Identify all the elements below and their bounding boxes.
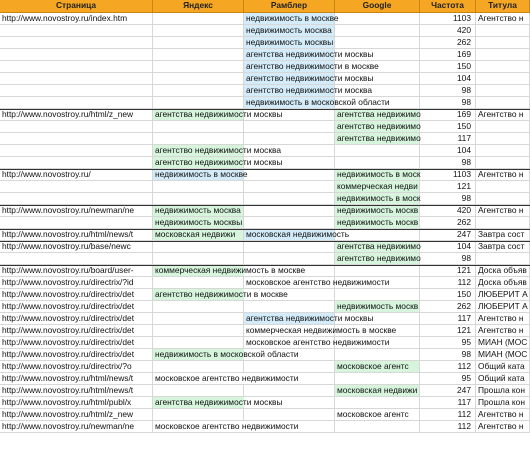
rambler-cell[interactable] <box>244 121 335 133</box>
yandex-cell[interactable] <box>153 361 244 373</box>
page-cell[interactable]: http://www.novostroy.ru/directrix/det <box>0 325 153 337</box>
title-cell[interactable]: Прошла кон <box>476 397 530 409</box>
title-cell[interactable] <box>476 85 530 97</box>
rambler-cell[interactable]: недвижимость в московской области <box>246 97 390 107</box>
google-cell[interactable]: московское агентс <box>335 409 420 421</box>
frequency-cell[interactable]: 104 <box>420 145 476 157</box>
google-cell[interactable]: агентство недвижимо <box>337 253 421 263</box>
frequency-cell[interactable]: 121 <box>420 181 476 193</box>
column-header-rambler[interactable]: Рамблер <box>244 0 335 13</box>
page-cell[interactable]: http://www.novostroy.ru/newman/ne <box>0 421 153 433</box>
yandex-cell[interactable] <box>153 133 244 145</box>
google-cell[interactable]: агентство недвижимо <box>337 121 421 131</box>
google-cell[interactable] <box>335 397 420 409</box>
google-cell[interactable]: недвижимость в моск <box>337 169 421 179</box>
title-cell[interactable]: Агентство н <box>476 313 530 325</box>
title-cell[interactable]: Агентство н <box>476 13 530 25</box>
page-cell[interactable]: http://www.novostroy.ru/index.htm <box>0 13 153 25</box>
page-cell[interactable]: http://www.novostroy.ru/html/news/t <box>0 229 153 241</box>
yandex-cell[interactable]: агентства недвижимости москвы <box>155 109 283 119</box>
title-cell[interactable]: Агентство н <box>476 205 530 217</box>
frequency-cell[interactable]: 95 <box>420 337 476 349</box>
rambler-cell[interactable] <box>244 409 335 421</box>
rambler-cell[interactable] <box>244 205 335 217</box>
frequency-cell[interactable]: 98 <box>420 349 476 361</box>
google-cell[interactable]: агентства недвижимо <box>337 133 421 143</box>
page-cell[interactable]: http://www.novostroy.ru/html/z_new <box>0 409 153 421</box>
column-header-url[interactable]: Страница <box>0 0 153 13</box>
page-cell[interactable] <box>0 25 153 37</box>
row-separator <box>0 241 530 242</box>
rambler-cell[interactable]: агентство недвижимости москвы <box>246 73 374 83</box>
page-cell[interactable] <box>0 217 153 229</box>
frequency-cell[interactable]: 262 <box>420 301 476 313</box>
column-header-freq[interactable]: Частота <box>420 0 476 13</box>
row-separator <box>0 169 530 170</box>
frequency-cell[interactable]: 98 <box>420 97 476 109</box>
rambler-cell[interactable]: московское агентство недвижимости <box>246 337 390 347</box>
frequency-cell[interactable]: 150 <box>420 61 476 73</box>
rambler-cell[interactable] <box>244 181 335 193</box>
frequency-cell[interactable]: 98 <box>420 157 476 169</box>
google-cell[interactable] <box>335 49 420 61</box>
yandex-cell[interactable] <box>153 385 244 397</box>
frequency-cell[interactable]: 169 <box>420 49 476 61</box>
page-cell[interactable]: http://www.novostroy.ru/board/user- <box>0 265 153 277</box>
rambler-cell[interactable] <box>244 217 335 229</box>
rambler-cell[interactable] <box>244 145 335 157</box>
frequency-cell[interactable]: 117 <box>420 133 476 145</box>
title-cell[interactable] <box>476 181 530 193</box>
title-cell[interactable] <box>476 97 530 109</box>
yandex-cell-text: московское агентство недвижимости <box>155 421 299 431</box>
row-separator <box>0 229 530 230</box>
row-separator <box>0 109 530 110</box>
yandex-cell[interactable] <box>153 421 299 433</box>
frequency-cell[interactable]: 420 <box>420 205 476 217</box>
title-cell[interactable] <box>476 157 530 169</box>
frequency-cell[interactable]: 98 <box>420 193 476 205</box>
yandex-cell[interactable] <box>153 13 244 25</box>
page-cell[interactable]: http://www.novostroy.ru/directrix/?id <box>0 277 153 289</box>
google-cell[interactable] <box>335 349 420 361</box>
rambler-cell[interactable] <box>244 253 335 265</box>
frequency-cell[interactable]: 420 <box>420 25 476 37</box>
title-cell[interactable]: Доска объяв <box>476 277 530 289</box>
frequency-cell[interactable]: 150 <box>420 121 476 133</box>
yandex-cell[interactable] <box>153 349 299 361</box>
google-cell[interactable] <box>335 85 420 97</box>
frequency-cell[interactable]: 121 <box>420 265 476 277</box>
title-cell[interactable]: ЛЮБЕРИТ А <box>476 289 530 301</box>
rambler-cell[interactable]: недвижимость в москве <box>246 13 339 23</box>
page-cell[interactable]: http://www.novostroy.ru/html/publ/x <box>0 397 153 409</box>
yandex-cell[interactable] <box>153 253 244 265</box>
title-cell[interactable] <box>476 49 530 61</box>
yandex-cell[interactable] <box>153 289 288 301</box>
frequency-cell[interactable]: 112 <box>420 421 476 433</box>
frequency-cell[interactable]: 95 <box>420 373 476 385</box>
title-cell[interactable] <box>476 217 530 229</box>
title-cell[interactable]: Агентство н <box>476 109 530 121</box>
column-header-google[interactable]: Google <box>335 0 420 13</box>
google-cell[interactable]: недвижимость в моск <box>337 193 421 203</box>
page-cell[interactable]: http://www.novostroy.ru/directrix/det <box>0 313 153 325</box>
yandex-cell-text: коммерческая недвижимость в москве <box>155 265 306 275</box>
yandex-cell[interactable] <box>153 277 244 289</box>
column-header-title[interactable]: Титула <box>476 0 530 13</box>
google-cell[interactable] <box>335 313 420 325</box>
title-cell[interactable] <box>476 37 530 49</box>
title-cell[interactable]: Агентство н <box>476 421 530 433</box>
page-cell[interactable] <box>0 193 153 205</box>
page-cell[interactable] <box>0 97 153 109</box>
google-cell[interactable] <box>335 97 420 109</box>
frequency-cell[interactable]: 262 <box>420 37 476 49</box>
yandex-cell[interactable]: недвижимость в москве <box>155 169 248 179</box>
rambler-cell[interactable] <box>244 193 335 205</box>
yandex-cell[interactable]: агентство недвижимости москвы <box>155 157 283 167</box>
page-cell[interactable]: http://www.novostroy.ru/ <box>0 169 153 181</box>
frequency-cell[interactable]: 247 <box>420 385 476 397</box>
yandex-cell[interactable] <box>153 97 244 109</box>
google-cell[interactable] <box>335 337 420 349</box>
google-cell[interactable] <box>335 61 420 73</box>
rambler-cell[interactable]: недвижимость москва <box>244 25 335 37</box>
page-cell[interactable]: http://www.novostroy.ru/directrix/det <box>0 301 153 313</box>
page-cell[interactable]: http://www.novostroy.ru/html/news/t <box>0 385 153 397</box>
yandex-cell[interactable] <box>153 85 244 97</box>
yandex-cell[interactable] <box>153 49 244 61</box>
frequency-cell[interactable]: 112 <box>420 409 476 421</box>
rambler-cell[interactable]: агентство недвижимости москва <box>246 85 373 95</box>
title-cell[interactable]: МИАН (МОС <box>476 337 530 349</box>
frequency-cell[interactable]: 169 <box>420 109 476 121</box>
yandex-cell[interactable] <box>153 241 244 253</box>
frequency-cell[interactable]: 121 <box>420 325 476 337</box>
yandex-cell[interactable]: агентство недвижимости москва <box>155 145 282 155</box>
title-cell[interactable] <box>476 133 530 145</box>
frequency-cell[interactable]: 1103 <box>420 13 476 25</box>
yandex-cell-text: агентство недвижимости в москве <box>155 289 288 299</box>
title-cell[interactable]: Доска объяв <box>476 265 530 277</box>
google-cell[interactable] <box>335 373 420 385</box>
yandex-cell[interactable] <box>153 181 244 193</box>
title-cell[interactable] <box>476 253 530 265</box>
yandex-cell[interactable] <box>153 337 244 349</box>
page-cell[interactable]: http://www.novostroy.ru/base/newc <box>0 241 153 253</box>
page-cell[interactable] <box>0 157 153 169</box>
title-cell[interactable]: Завтра сост <box>476 241 530 253</box>
google-cell[interactable] <box>335 13 420 25</box>
google-cell[interactable]: коммерческая недви <box>335 181 420 193</box>
page-cell[interactable] <box>0 49 153 61</box>
yandex-cell[interactable] <box>153 265 306 277</box>
google-cell[interactable] <box>335 145 420 157</box>
page-cell[interactable]: http://www.novostroy.ru/newman/ne <box>0 205 153 217</box>
yandex-cell[interactable] <box>153 37 244 49</box>
page-cell[interactable] <box>0 145 153 157</box>
page-cell[interactable] <box>0 37 153 49</box>
rambler-cell[interactable]: недвижимость москвы <box>246 37 334 47</box>
frequency-cell[interactable]: 104 <box>420 73 476 85</box>
frequency-cell[interactable]: 98 <box>420 85 476 97</box>
yandex-cell[interactable]: недвижимость москвы <box>155 217 243 227</box>
yandex-cell-text: агентства недвижимости москвы <box>155 397 283 407</box>
page-cell[interactable]: http://www.novostroy.ru/directrix/?o <box>0 361 153 373</box>
yandex-cell[interactable] <box>153 193 244 205</box>
frequency-cell[interactable]: 98 <box>420 253 476 265</box>
rambler-cell[interactable] <box>244 385 335 397</box>
rambler-cell[interactable]: агентства недвижимости москвы <box>246 49 374 59</box>
row-separator <box>0 205 530 206</box>
yandex-cell[interactable] <box>153 121 244 133</box>
rambler-cell[interactable] <box>244 157 335 169</box>
google-cell[interactable]: агентства недвижимо <box>337 241 421 251</box>
yandex-cell-text: недвижимость в московской области <box>155 349 299 359</box>
google-cell[interactable] <box>335 277 420 289</box>
yandex-cell[interactable]: недвижимость москва <box>153 205 244 217</box>
yandex-cell[interactable] <box>153 301 244 313</box>
google-cell[interactable] <box>335 73 420 85</box>
row-separator <box>0 265 530 266</box>
page-cell[interactable]: http://www.novostroy.ru/html/news/t <box>0 373 153 385</box>
google-cell[interactable] <box>335 229 420 241</box>
yandex-cell[interactable] <box>153 73 244 85</box>
frequency-cell[interactable]: 112 <box>420 277 476 289</box>
rambler-cell[interactable] <box>244 361 335 373</box>
page-cell[interactable] <box>0 61 153 73</box>
page-cell[interactable] <box>0 133 153 145</box>
yandex-cell[interactable] <box>153 25 244 37</box>
google-cell[interactable] <box>335 37 420 49</box>
rambler-cell[interactable] <box>244 301 335 313</box>
page-cell[interactable]: http://www.novostroy.ru/directrix/det <box>0 349 153 361</box>
frequency-cell[interactable]: 1103 <box>420 169 476 181</box>
google-cell[interactable] <box>335 421 420 433</box>
google-cell[interactable] <box>335 265 420 277</box>
google-cell[interactable] <box>335 157 420 169</box>
frequency-cell[interactable]: 150 <box>420 289 476 301</box>
title-cell[interactable]: Прошла кон <box>476 385 530 397</box>
column-header-yandex[interactable]: Яндекс <box>153 0 244 13</box>
frequency-cell[interactable]: 117 <box>420 397 476 409</box>
yandex-cell[interactable] <box>153 409 244 421</box>
frequency-cell[interactable]: 112 <box>420 361 476 373</box>
title-cell[interactable]: Завтра сост <box>476 229 530 241</box>
title-cell[interactable]: Агентство н <box>476 169 530 181</box>
google-cell[interactable]: недвижимость москв <box>337 217 419 227</box>
yandex-cell[interactable]: московская недвижи <box>153 229 244 241</box>
yandex-cell[interactable] <box>153 61 244 73</box>
title-cell[interactable]: Агентство н <box>476 325 530 337</box>
title-cell[interactable] <box>476 121 530 133</box>
page-cell[interactable]: http://www.novostroy.ru/directrix/det <box>0 337 153 349</box>
page-cell[interactable] <box>0 85 153 97</box>
rambler-cell[interactable]: агентство недвижимости в москве <box>246 61 379 71</box>
title-cell[interactable]: ЛЮБЕРИТ А <box>476 301 530 313</box>
rambler-cell[interactable] <box>244 169 335 181</box>
rambler-cell[interactable]: агентства недвижимости москвы <box>246 313 374 323</box>
google-cell[interactable] <box>335 325 420 337</box>
rambler-cell[interactable] <box>244 241 335 253</box>
rambler-cell[interactable] <box>244 109 335 121</box>
yandex-cell-text: московское агентство недвижимости <box>155 373 299 383</box>
rambler-cell[interactable]: московское агентство недвижимости <box>246 277 390 287</box>
yandex-cell[interactable] <box>153 373 299 385</box>
google-cell[interactable]: недвижимость москв <box>337 205 419 215</box>
page-cell[interactable] <box>0 181 153 193</box>
rambler-cell[interactable]: коммерческая недвижимость в москве <box>246 325 397 335</box>
page-cell[interactable]: http://www.novostroy.ru/directrix/det <box>0 289 153 301</box>
title-cell[interactable]: Общий ката <box>476 361 530 373</box>
yandex-cell[interactable] <box>153 325 244 337</box>
frequency-cell[interactable]: 104 <box>420 241 476 253</box>
frequency-cell[interactable]: 262 <box>420 217 476 229</box>
rambler-cell[interactable] <box>244 133 335 145</box>
title-cell[interactable] <box>476 61 530 73</box>
title-cell[interactable] <box>476 73 530 85</box>
google-cell[interactable]: недвижимость москв <box>337 301 419 311</box>
google-cell[interactable]: агентства недвижимо <box>337 109 421 119</box>
google-cell[interactable] <box>335 25 420 37</box>
page-cell[interactable]: http://www.novostroy.ru/html/z_new <box>0 109 153 121</box>
google-cell[interactable] <box>335 289 420 301</box>
page-cell[interactable] <box>0 253 153 265</box>
title-cell[interactable] <box>476 145 530 157</box>
yandex-cell[interactable] <box>153 397 283 409</box>
page-cell[interactable] <box>0 121 153 133</box>
google-cell[interactable]: московская недвижи <box>335 385 420 397</box>
page-cell[interactable] <box>0 73 153 85</box>
title-cell[interactable] <box>476 25 530 37</box>
yandex-cell[interactable] <box>153 313 244 325</box>
rambler-cell[interactable]: московская недвижимость <box>246 229 350 239</box>
frequency-cell[interactable]: 117 <box>420 313 476 325</box>
frequency-cell[interactable]: 247 <box>420 229 476 241</box>
title-cell[interactable]: Агентство н <box>476 409 530 421</box>
title-cell[interactable]: Общий ката <box>476 373 530 385</box>
title-cell[interactable] <box>476 193 530 205</box>
google-cell[interactable]: московское агентс <box>335 361 420 373</box>
title-cell[interactable]: МИАН (МОС <box>476 349 530 361</box>
